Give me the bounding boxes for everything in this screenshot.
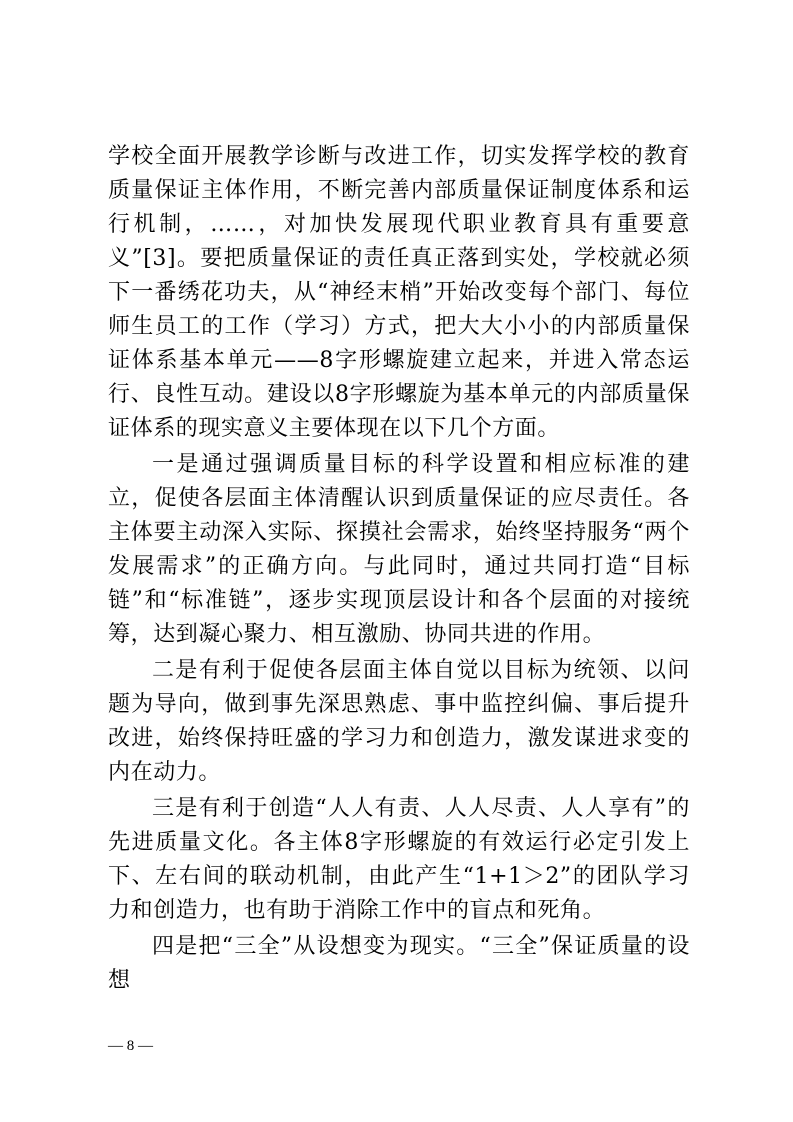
body-text [108, 140, 690, 1000]
paragraph-first-point: 一是通过强调质量目标的科学设置和相应标准的建立，促使各层面主体清醒认识到质量保证的应尽责任。各主体要主动深入实际、探摸社会需求，始终坚持服务“两个发展需求”的正确方向。与此同时，通过共同打造“目标链”和“标准链”，逐步实现顶层设计和各个层面的对接统筹，达到凝心聚力、相互激励、协同共进的作用。 [108, 452, 690, 647]
paragraph-fourth-point: 四是把“三全”从设想变为现实。“三全”保证质量的设想 [108, 934, 690, 993]
paragraph-third-point: 三是有利于创造“人人有责、人人尽责、人人享有”的先进质量文化。各主体8字形螺旋的有效运行必定引发上下、左右间的联动机制，由此产生“1+1＞2”的团队学习力和创造力，也有助于消除工作中的盲点和死角。 [108, 796, 690, 923]
paragraph-continued: 学校全面开展教学诊断与改进工作，切实发挥学校的教育质量保证主体作用，不断完善内部质量保证制度体系和运行机制，……，对加快发展现代职业教育具有重要意义”[3]。要把质量保证的责任真正落到实处，学校就必须下一番绣花功夫，从“神经末梢”开始改变每个部门、每位师生员工的工作（学习）方式，把大大小小的内部质量保证体系基本单元——8字形螺旋建立起来，并进入常态运行、良性互动。建设以8字形螺旋为基本单元的内部质量保证体系的现实意义主要体现在以下几个方面。 [108, 144, 690, 441]
paragraph-second-point: 二是有利于促使各层面主体自觉以目标为统领、以问题为导向，做到事先深思熟虑、事中监控纠偏、事后提升改进，始终保持旺盛的学习力和创造力，激发谋进求变的内在动力。 [108, 658, 690, 785]
page-number: — 8 — [108, 1038, 153, 1054]
